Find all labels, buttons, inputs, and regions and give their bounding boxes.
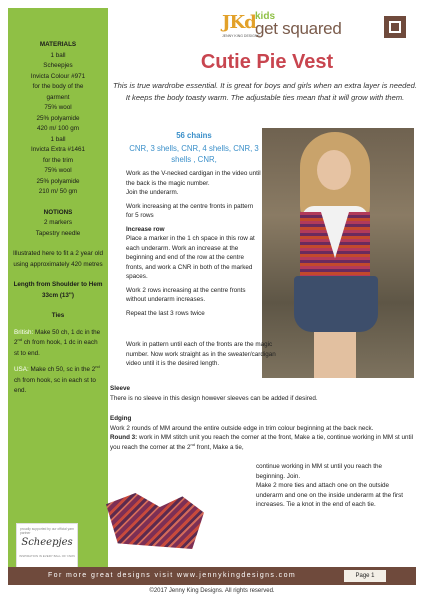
materials-line: 1 ball [50, 51, 66, 59]
materials-sidebar [8, 8, 108, 573]
edging-text: Work 2 rounds of MM around the entire outside edge in trim colour beginning at the back neck. [110, 424, 374, 432]
scheepjes-tag: proudly supported by our official yarn partner [20, 527, 75, 535]
british-label: British: [14, 328, 34, 336]
materials-line: Invicta Colour #971 [30, 72, 86, 80]
materials-line: Scheepjes [43, 62, 73, 69]
materials-line: for the trim [42, 156, 74, 164]
scheepjes-name: Scheepjes [21, 537, 73, 548]
materials-line: Invicta Extra #1461 [31, 146, 85, 153]
scheepjes-logo [16, 523, 78, 571]
round3-text-continued: continue working in MM st until you reach the beginning. Join. [256, 463, 382, 480]
ties-usa [12, 365, 104, 397]
round3-text: work in MM stitch unit you reach the corner at the front, Make a tie, continue working in MM st until you reach the corner at the 2nd front, Make a tie, [110, 434, 414, 451]
pattern-step: Join the underarm. [126, 189, 179, 196]
pattern-step: Work 2 rows increasing at the centre fronts without underarm increases. [126, 286, 246, 303]
getsquared-logo-text: get squared [255, 19, 342, 38]
jkd-logo-sub: JENNY KING DESIGNS [222, 34, 260, 38]
chain-count: 56 chains [176, 131, 212, 140]
usa-label: USA: [14, 366, 29, 373]
scheepjes-sub: INSPIRATION IN EVERY BALL OF YARN [19, 554, 75, 558]
materials-line: 420 m/ 100 gm [36, 125, 79, 132]
sleeve-heading: Sleeve [110, 385, 130, 392]
footer-bar [8, 567, 416, 585]
ties-heading: Ties [51, 312, 65, 319]
edging-section [110, 414, 416, 452]
notions-heading: NOTIONS [43, 208, 73, 216]
materials-line: 1 ball [50, 135, 66, 143]
length-value: 33cm (13") [41, 291, 75, 299]
stitch-sequence: CNR, 3 shells, CNR, 4 shells, CNR, 3 shells , CNR, [129, 144, 259, 164]
page-number: Page 1 [344, 570, 386, 582]
sleeve-text: There is no sleeve in this design however sleeves can be added if desired. [110, 394, 318, 402]
sleeve-section [110, 384, 416, 403]
materials-line: 25% polyamide [36, 177, 80, 185]
notions-line: 2 markers [44, 219, 72, 226]
materials-line: 75% wool [44, 104, 72, 111]
page-title: Cutie Pie Vest [200, 51, 334, 73]
edging-heading: Edging [110, 415, 132, 422]
pattern-step-final: Work in pattern until each of the fronts are the magic number. Now work straight as in the sweater/cardigan video until it is the desired length. [126, 341, 276, 367]
jkd-logo: JKd [222, 12, 256, 33]
ties-british [12, 328, 104, 360]
materials-line: for the body of the [32, 83, 84, 90]
pattern-step: Work as the V-necked cardigan in the video until the back is the magic number. [126, 170, 261, 187]
pattern-step: Work increasing at the centre fronts in pattern for 5 rows [126, 202, 254, 219]
copyright-text: ©2017 Jenny King Designs. All rights reserved. [149, 588, 275, 594]
materials-line: garment [46, 93, 70, 101]
usa-text: Make ch 50, sc in the 2nd ch from hook, sc in each st to end. [14, 363, 100, 394]
edging-continued [256, 462, 412, 510]
pattern-step: Repeat the last 3 rows twice [126, 309, 205, 317]
illustrated-note: Illustrated here to fit a 2 year old using approximately 420 metres [13, 250, 103, 268]
round3-label: Round 3: [110, 434, 138, 441]
pattern-column [126, 130, 262, 322]
british-text: Make 50 ch, 1 dc in the 2nd ch from hook, 1 dc in each st to end. [14, 328, 101, 357]
materials-heading: MATERIALS [39, 41, 77, 48]
materials-line: 210 m/ 50 gm [38, 188, 78, 195]
intro-text: This is true wardrobe essential. It is great for boys and girls when an extra layer is needed. It keeps the body toasty warm. The adjustable ties mean that it will grow with them. [113, 81, 417, 102]
girl-wearing-vest-photo [262, 128, 414, 378]
materials-line: 75% wool [44, 167, 72, 174]
materials-line: 25% polyamide [36, 114, 80, 122]
vest-flat-photo [100, 485, 210, 560]
ties-attach-text: Make 2 more ties and attach one on the outside underarm and one on the inside underarm at the first increases. Tie a knot in the end of each tie. [256, 482, 404, 508]
notions-line: Tapestry needle [35, 229, 81, 237]
footer-website-text[interactable]: For more great designs visit www.jennykingdesigns.com [48, 572, 297, 579]
brand-logo [222, 10, 422, 52]
length-heading: Length from Shoulder to Hem [13, 281, 103, 288]
square-logo-icon [384, 16, 406, 38]
increase-heading: Increase row [126, 225, 165, 233]
pattern-step: Place a marker in the 1 ch space in this row at each underarm. Work an increase at the beginning and end of the row at the centre fronts, and work a CNR in both of the marked spaces. [126, 235, 255, 280]
kids-logo-text: kids [255, 11, 276, 22]
